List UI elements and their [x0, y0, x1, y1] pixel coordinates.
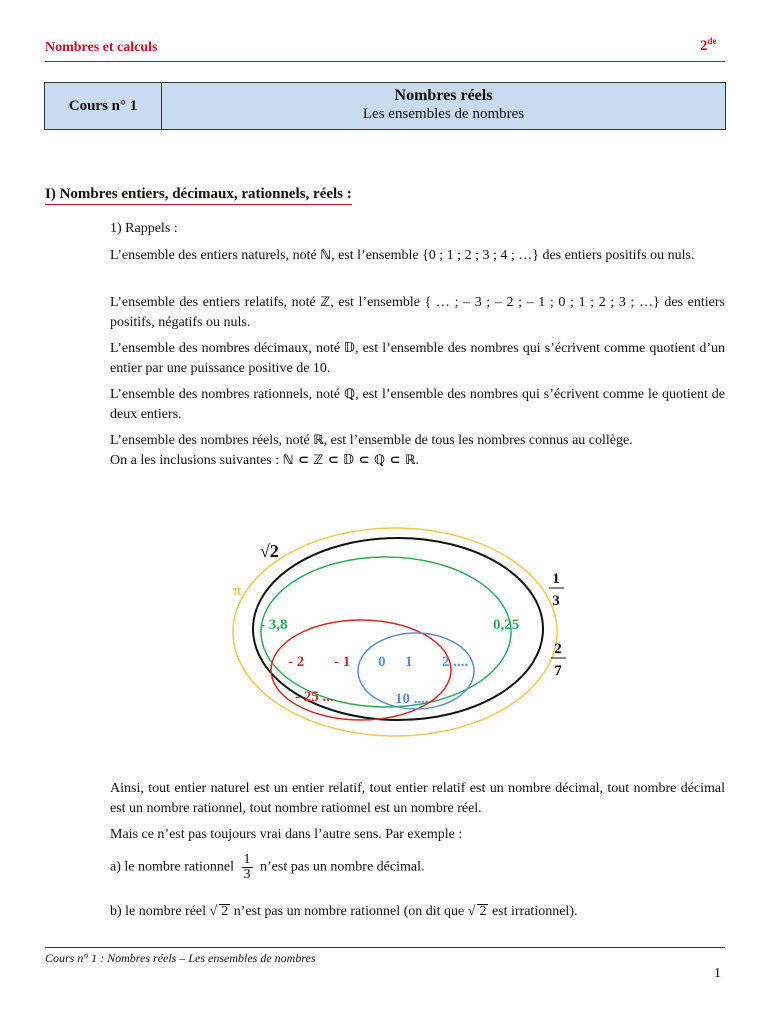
paragraph-inclusions	[110, 451, 725, 471]
two-sevenths-den: 7	[554, 663, 562, 679]
text: , est l’ensemble {0 ; 1 ; 2 ; 3 ; 4 ; …} des entiers positifs ou nuls.	[331, 248, 695, 263]
sqrt-sign: √	[209, 904, 218, 919]
rationals-symbol: ℚ	[344, 387, 356, 402]
subsection-title: 1) Rappels :	[110, 221, 178, 236]
one-third-num: 1	[552, 571, 560, 587]
text: L’ensemble des nombres décimaux, noté	[110, 341, 345, 356]
text: .	[415, 453, 419, 468]
text: a) le nombre rationnel	[110, 859, 238, 875]
text: , est l’ensemble { … ; – 3 ; – 2 ; – 1 ; 0 ; 1 ; 2 ; 3 ; …} des entiers positifs, négatifs ou nuls.	[110, 295, 725, 330]
example-b	[110, 902, 725, 922]
text: L’ensemble des nombres réels, noté	[110, 433, 314, 448]
neg-1-label: - 1	[334, 654, 351, 670]
neg-3-8-label: - 3,8	[260, 617, 288, 633]
radicand: 2	[479, 904, 487, 919]
paragraph-naturals	[110, 246, 725, 266]
radicand: 2	[221, 904, 229, 919]
text: , est l’ensemble des nombres qui s’écrivent comme le quotient de deux entiers.	[110, 387, 726, 422]
paragraph-reals	[110, 431, 725, 451]
text: On a les inclusions suivantes :	[110, 453, 283, 468]
paragraph-decimals	[110, 339, 725, 379]
page-number: 1	[714, 966, 721, 981]
text: b) le nombre réel	[110, 904, 210, 919]
nat-2-label: 2 ....	[442, 654, 469, 670]
text: est irrationnel).	[488, 904, 578, 919]
one-third-den: 3	[552, 593, 560, 609]
naturals-symbol: ℕ	[320, 248, 332, 263]
fraction-numerator: 1	[243, 852, 251, 867]
nat-10-label: 10 ....	[395, 691, 429, 707]
fraction-one-third	[242, 853, 253, 882]
decimals-symbol: 𝔻	[344, 341, 355, 356]
title-cell	[162, 83, 725, 129]
reals-symbol: ℝ	[313, 433, 324, 448]
footer-text: Cours n° 1 : Nombres réels – Les ensembles de nombres	[45, 951, 316, 965]
paragraph-rationals	[110, 385, 725, 425]
fraction-denominator: 3	[243, 867, 251, 882]
level-number: 2	[700, 38, 708, 54]
page-subtitle: Les ensembles de nombres	[362, 106, 525, 122]
integers-symbol: ℤ	[320, 295, 331, 310]
level-header	[700, 36, 717, 55]
nat-0-label: 0	[378, 654, 386, 670]
chapter-header: Nombres et calculs	[45, 40, 158, 55]
text: n’est pas un nombre rationnel (on dit que	[230, 904, 468, 919]
text: n’est pas un nombre décimal.	[256, 859, 425, 875]
neg-25-label: - 25 ...	[295, 689, 334, 705]
course-number: Cours n° 1	[45, 83, 162, 129]
level-superscript: de	[707, 36, 717, 46]
text: , est l’ensemble des nombres qui s’écrivent comme quotient d’un entier par une puissance positive de 10.	[110, 341, 725, 376]
text: L’ensemble des nombres rationnels, noté	[110, 387, 345, 402]
footer-rule	[45, 947, 725, 948]
text: L’ensemble des entiers naturels, noté	[110, 248, 321, 263]
nat-1-label: 1	[405, 654, 413, 670]
paragraph-summary: Ainsi, tout entier naturel est un entier relatif, tout entier relatif est un nombre décimal, tout nombre décimal est un nombre rationnel, tout nombre rationnel est un nombre réel.	[110, 781, 725, 816]
page-title: Nombres réels	[394, 87, 493, 104]
two-sevenths-num: 2	[554, 641, 562, 657]
sqrt2-label: √2	[260, 541, 279, 561]
dec-0-25-label: 0,25	[493, 617, 520, 633]
text: L’ensemble des entiers relatifs, noté	[110, 295, 321, 310]
decimals-ellipse	[261, 557, 511, 707]
number-sets-diagram	[230, 525, 560, 740]
text: , est l’ensemble de tous les nombres connus au collège.	[323, 433, 633, 448]
neg-2-label: - 2	[288, 654, 305, 670]
header-rule	[45, 61, 725, 62]
sqrt-sign: √	[467, 904, 476, 919]
pi-label: π	[233, 583, 242, 599]
section-title: I) Nombres entiers, décimaux, rationnels, réels :	[45, 186, 352, 205]
paragraph-integers	[110, 293, 725, 333]
paragraph-counterexample-intro: Mais ce n’est pas toujours vrai dans l’autre sens. Par exemple :	[110, 827, 463, 842]
inclusions-chain: ℕ ⊂ ℤ ⊂ 𝔻 ⊂ ℚ ⊂ ℝ	[282, 453, 416, 468]
example-a	[110, 853, 725, 882]
title-box	[44, 82, 726, 130]
